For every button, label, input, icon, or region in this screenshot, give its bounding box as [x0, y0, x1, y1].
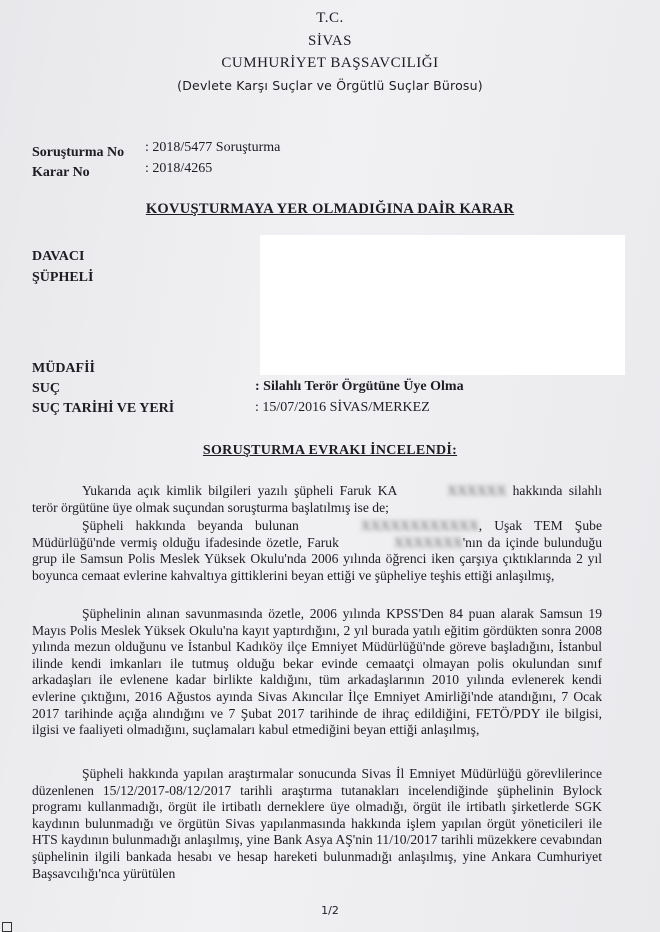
suc-label: SUÇ [32, 381, 61, 396]
paragraph-4: Şüpheli hakkında yapılan araştırmalar sonucunda Sivas İl Emniyet Müdürlüğü görevlilerince düzenlenen 15/12/2017-08/12/2017 tarihli araştırma tutanakları incelendiğinde şüphelinin Bylock programı kullanmadığı, örgüt ile irtibatlı derneklere üye olmadığı, örgüt ile irtibatlı şirketlerde SGK kaydının bulunmadığı ve örgütün Sivas yapılanmasında hakkında işlem yapılan örgüt yöneticileri ile HTS kaydının bulunmadığı anlaşılmış, yine Bank Asya AŞ'nin 11/10/2017 tarihli müzekkere cevabından şüphelinin ilgili bankada hesabı ve hesap hareketi bulunmadığı anlaşılmış, yine Ankara Cumhuriyet Başsavcılığı'nca yürütülen [32, 766, 602, 881]
supheli-label: ŞÜPHELİ [32, 270, 94, 285]
suc-tarihi-value: : 15/07/2016 SİVAS/MERKEZ [255, 400, 430, 415]
paragraph-1 [32, 483, 602, 516]
p1-text-b: hakkında silahlı terör örgütüne üye olmak suçundan soruşturma başlatılmış ise de; [32, 483, 602, 515]
suc-value: : Silahlı Terör Örgütüne Üye Olma [255, 379, 464, 394]
sorusturma-label: Soruşturma No [32, 145, 125, 160]
davaci-label: DAVACI [32, 249, 85, 264]
decision-title: KOVUŞTURMAYA YER OLMADIĞINA DAİR KARAR [145, 201, 515, 217]
p1-text-a: Yukarıda açık kimlik bilgileri yazılı şüpheli Faruk KA [82, 483, 398, 498]
sorusturma-value: : 2018/5477 Soruşturma [145, 140, 281, 155]
suc-tarihi-label: SUÇ TARİHİ VE YERİ [32, 401, 175, 416]
header-bureau: (Devlete Karşı Suçlar ve Örgütlü Suçlar Bürosu) [177, 78, 483, 93]
p2-text-b: , Uşak TEM Şube Müdürlüğü'nde vermiş olduğu ifadesinde özetle, Faruk [32, 518, 602, 550]
page-number: 1/2 [321, 904, 339, 917]
header-office: CUMHURİYET BAŞSAVCILIĞI [221, 55, 439, 71]
corner-mark [2, 922, 12, 932]
p2-text-c: 'nın da içinde bulunduğu grup ile Samsun Polis Meslek Yüksek Okulu'nda 2006 yılında öğrenci iken çarşıya çıktıklarında 2 yıl boyunca cemaat evlerine kahvaltıya gittiklerini beyan ettiği ve şüpheliye teşhis ettiği anlaşılmış, [32, 534, 603, 583]
karar-value: : 2018/4265 [145, 161, 213, 176]
section-title: SORUŞTURMA EVRAKI İNCELENDİ: [202, 443, 458, 458]
p1-redacted: XXXXXX [447, 483, 507, 498]
header-city: SİVAS [308, 33, 352, 49]
p2-redacted-2: XXXXXXX [393, 534, 463, 550]
redaction-box [260, 235, 625, 375]
header-tc: T.C. [316, 10, 344, 26]
mudafii-label: MÜDAFİİ [32, 361, 95, 376]
karar-label: Karar No [32, 165, 90, 180]
paragraph-3: Şüphelinin alınan savunmasında özetle, 2006 yılında KPSS'Den 84 puan alarak Samsun 19 Mayıs Polis Meslek Yüksek Okulu'na kayıt yaptırdığını, 2 yıl burada yatılı eğitim gördükten sonra 2008 yılında mezun olduğunu ve İstanbul Kadıköy ilçe Emniyet Müdürlüğü'nde göreve başladığını, İstanbul ilinde kendi imkanları ile tutmuş olduğu bekar evinde cemaatçi olmayan polis okulundan sınıf arkadaşları ile evlenene kadar birlikte kaldığını, tüm arkadaşlarının 2010 yılında evlenerek kendi evlerine çıktığını, 2016 Ağustos ayında Sivas Akıncılar İlçe Emniyet Amirliği'nde atandığını, 7 Ocak 2017 tarihinde açığa alındığını ve 7 Şubat 2017 tarihinde de ihraç edildiğini, FETÖ/PDY ile bilgisi, ilgisi ve faaliyeti olmadığını, suçlamaları kabul etmediğini beyan ettiği anlaşılmış, [32, 606, 602, 738]
p2-redacted-1: XXXXXXXXXXXX [360, 518, 479, 533]
p2-text-a: Şüpheli hakkında beyanda bulunan [82, 518, 311, 533]
paragraph-2 [32, 518, 602, 584]
